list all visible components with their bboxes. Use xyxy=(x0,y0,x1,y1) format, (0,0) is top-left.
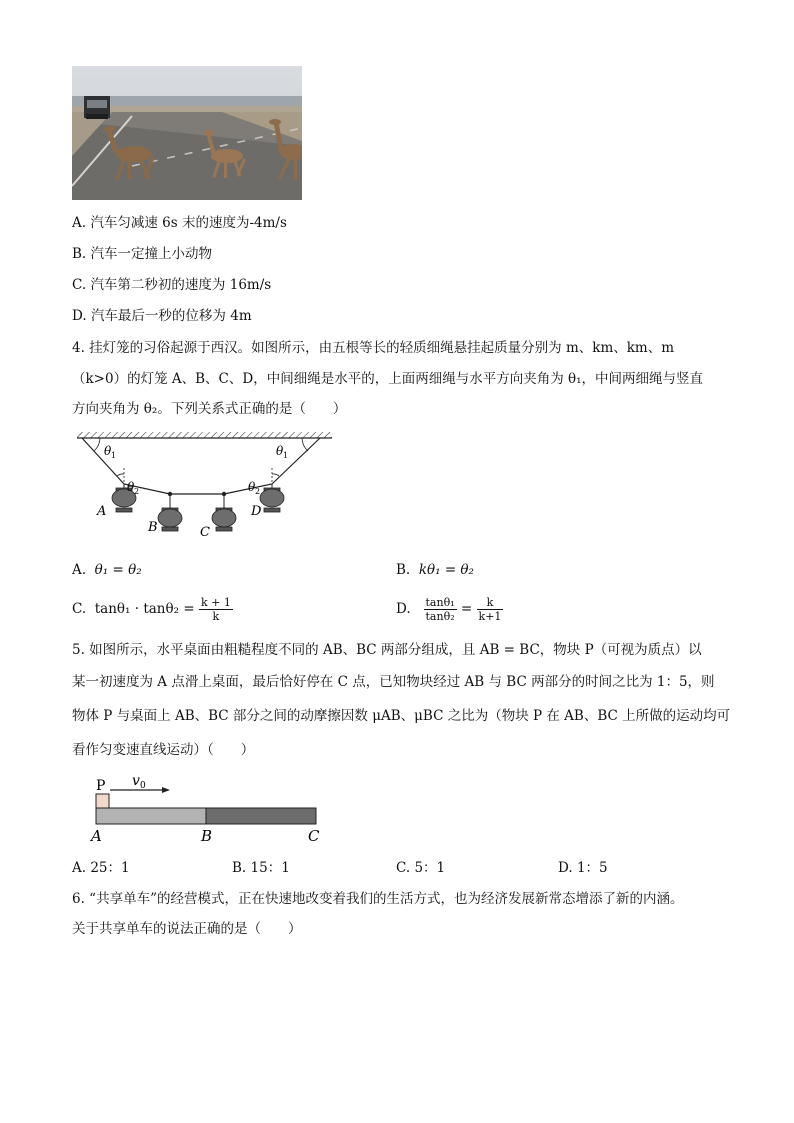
lantern-d-label: D xyxy=(251,504,262,519)
q5-option-c: C. 5：1 xyxy=(396,860,446,876)
theta1-right-label: θ xyxy=(276,444,284,458)
q5-option-b: B. 15：1 xyxy=(232,860,290,876)
q5-option-d: D. 1：5 xyxy=(558,860,608,876)
lantern-b-label: B xyxy=(148,520,158,535)
q4-option-a: A. θ₁ = θ₂ xyxy=(72,562,142,578)
svg-text:2: 2 xyxy=(134,487,140,496)
q4-option-c: C. tanθ₁ · tanθ₂ = $\frac{k + 1}{k}$ xyxy=(72,596,231,623)
q4-stem-line1: 4. 挂灯笼的习俗起源于西汉。如图所示，由五根等长的轻质细绳悬挂起质量分别为 m、km、km、m xyxy=(72,340,675,356)
q5-stem-line2: 某一初速度为 A 点滑上桌面，最后恰好停在 C 点，已知物块经过 AB 与 BC 两部分的时间之比为 1：5，则 xyxy=(72,674,715,690)
lantern-a-label: A xyxy=(97,504,107,519)
q4-stem-line2: （k>0）的灯笼 A、B、C、D，中间细绳是水平的，上面两细绳与水平方向夹角为 θ₁，中间两细绳与竖直 xyxy=(72,371,704,387)
point-b-label: B xyxy=(201,827,213,845)
svg-text:1: 1 xyxy=(111,451,117,460)
theta2-left-label: θ xyxy=(127,480,135,494)
lantern-figure xyxy=(72,428,342,543)
q4-option-b: B. kθ₁ = θ₂ xyxy=(396,562,474,578)
q5-stem-line3: 物体 P 与桌面上 AB、BC 部分之间的动摩擦因数 μAB、μBC 之比为（物块 P 在 AB、BC 上所做的运动均可 xyxy=(72,708,731,724)
q3-option-b: B. 汽车一定撞上小动物 xyxy=(72,246,213,262)
point-a-label: A xyxy=(91,827,102,845)
theta2-right-label: θ xyxy=(248,480,256,494)
q4-stem-line3: 方向夹角为 θ₂。下列关系式正确的是（ ） xyxy=(72,401,347,417)
svg-text:1: 1 xyxy=(283,451,289,460)
lantern-c-label: C xyxy=(200,525,210,540)
q4-option-d: D. $\frac{\text{tanθ₁}}{\text{tanθ₂}}$ = $\frac{k}{k+1}$ xyxy=(396,596,502,623)
theta1-left-label: θ xyxy=(104,444,112,458)
v0-label: v xyxy=(132,773,140,789)
q5-stem-line4: 看作匀变速直线运动）（ ） xyxy=(72,742,255,758)
road-animals-photo xyxy=(72,66,302,200)
q3-option-d: D. 汽车最后一秒的位移为 4m xyxy=(72,308,252,324)
block-p-label: P xyxy=(96,778,106,794)
point-c-label: C xyxy=(308,827,320,845)
table-block-figure xyxy=(86,770,326,845)
q6-stem-line1: 6. “共享单车”的经营模式，正在快速地改变着我们的生活方式，也为经济发展新常态增添了新的内涵。 xyxy=(72,891,684,907)
q6-stem-line2: 关于共享单车的说法正确的是（ ） xyxy=(72,921,302,937)
svg-text:0: 0 xyxy=(140,781,146,791)
q5-stem-line1: 5. 如图所示，水平桌面由粗糙程度不同的 AB、BC 两部分组成，且 AB = BC，物块 P（可视为质点）以 xyxy=(72,642,702,658)
q5-option-a: A. 25：1 xyxy=(72,860,130,876)
q3-option-c: C. 汽车第二秒初的速度为 16m/s xyxy=(72,277,272,293)
q3-option-a: A. 汽车匀减速 6s 末的速度为-4m/s xyxy=(72,215,287,231)
svg-text:2: 2 xyxy=(255,487,261,496)
